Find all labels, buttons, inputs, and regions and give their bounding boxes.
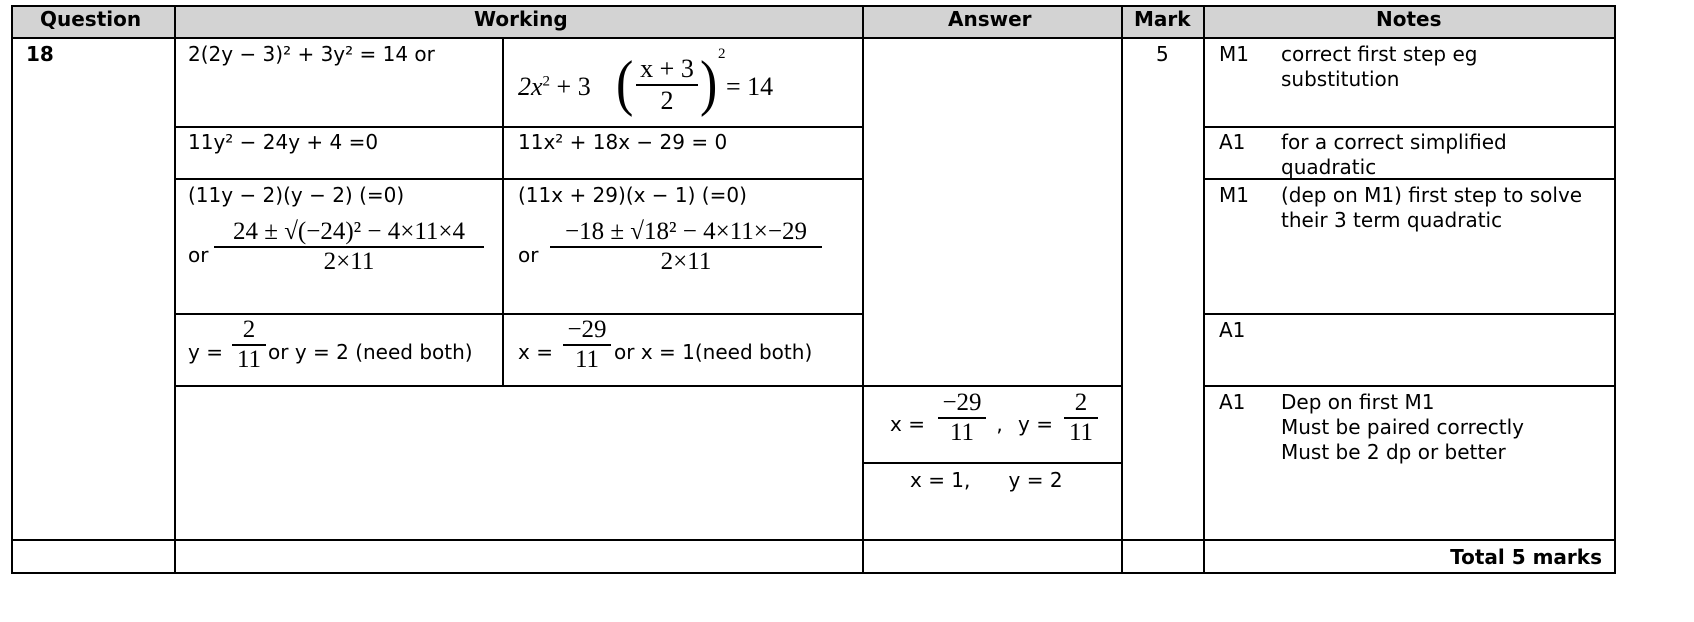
row3-mark-code: M1 <box>1219 183 1249 207</box>
r4-left-den: 11 <box>236 345 262 373</box>
ans-x-den: 11 <box>949 418 975 446</box>
row5-mark-code: A1 <box>1219 390 1246 414</box>
r1-plus: + 3 <box>550 72 591 101</box>
mark-value: 5 <box>1156 42 1169 66</box>
row2-working-right: 11x² + 18x − 29 = 0 <box>518 130 728 154</box>
answer-y-prefix: y = <box>1018 412 1053 436</box>
row3-working-right-or: or <box>518 243 539 267</box>
row4-working-left-suffix: or y = 2 (need both) <box>268 340 473 364</box>
ans-x-num: −29 <box>942 389 982 416</box>
r3-right-num: −18 ± √18² − 4×11×−29 <box>564 218 807 245</box>
row3-working-left-or: or <box>188 243 209 267</box>
r1-lead: 2x <box>518 72 543 101</box>
row2-mark-code: A1 <box>1219 130 1246 154</box>
answer-x-prefix: x = <box>890 412 925 436</box>
row2-working-left: 11y² − 24y + 4 =0 <box>188 130 379 154</box>
row1-mark-code: M1 <box>1219 42 1249 66</box>
row1-note-line1: correct first step eg <box>1281 42 1478 66</box>
row2-note-line2: quadratic <box>1281 155 1377 179</box>
row3-working-right-factorised: (11x + 29)(x − 1) (=0) <box>518 183 747 207</box>
header-question: Question <box>40 7 142 31</box>
answer-line2: x = 1, y = 2 <box>910 468 1063 492</box>
r4-right-num: −29 <box>567 316 607 343</box>
row5-note-line2: Must be paired correctly <box>1281 415 1524 439</box>
r4-right-den: 11 <box>574 345 600 373</box>
header-working: Working <box>474 7 568 31</box>
header-notes: Notes <box>1376 7 1442 31</box>
row3-note-line2: their 3 term quadratic <box>1281 208 1503 232</box>
row1-note-line2: substitution <box>1281 67 1400 91</box>
r1-fraction <box>636 54 698 116</box>
row5-note-line3: Must be 2 dp or better <box>1281 440 1506 464</box>
header-mark: Mark <box>1134 7 1191 31</box>
row2-note-line1: for a correct simplified <box>1281 130 1507 154</box>
r1-den: 2 <box>660 85 674 115</box>
row4-working-right-fraction <box>563 316 611 374</box>
r3-left-num: 24 ± √(−24)² − 4×11×4 <box>232 218 466 245</box>
row4-working-left-fraction <box>232 316 266 374</box>
row5-note-line1: Dep on first M1 <box>1281 390 1435 414</box>
answer-y-fraction <box>1064 389 1098 447</box>
ans-y-den: 11 <box>1068 418 1094 446</box>
r1-rhs: = 14 <box>726 72 774 101</box>
total-marks: Total 5 marks <box>1450 545 1602 569</box>
answer-x-fraction <box>938 389 986 447</box>
row4-mark-code: A1 <box>1219 318 1246 342</box>
row3-working-left-factorised: (11y − 2)(y − 2) (=0) <box>188 183 405 207</box>
ans-y-num: 2 <box>1074 389 1088 416</box>
r1-exp2: 2 <box>718 46 726 62</box>
row4-working-right-prefix: x = <box>518 340 553 364</box>
answer-separator: , <box>990 412 1016 436</box>
row1-working-right: $2x^2 + 3$ ( x + 3 2 ) 2 = 14 <box>518 46 774 118</box>
r3-left-den: 2×11 <box>323 247 375 275</box>
r1-exp1: 2 <box>542 73 551 90</box>
row4-working-right-suffix: or x = 1(need both) <box>614 340 813 364</box>
row3-working-right-formula <box>550 218 822 276</box>
header-answer: Answer <box>948 7 1032 31</box>
row4-working-left-prefix: y = <box>188 340 223 364</box>
row3-working-left-formula <box>214 218 484 276</box>
row3-note-line1: (dep on M1) first step to solve <box>1281 183 1583 207</box>
row1-working-left: 2(2y − 3)² + 3y² = 14 or <box>188 42 435 66</box>
r1-num: x + 3 <box>640 54 694 83</box>
r4-left-num: 2 <box>242 316 256 343</box>
question-number: 18 <box>26 42 54 66</box>
r3-right-den: 2×11 <box>660 247 712 275</box>
